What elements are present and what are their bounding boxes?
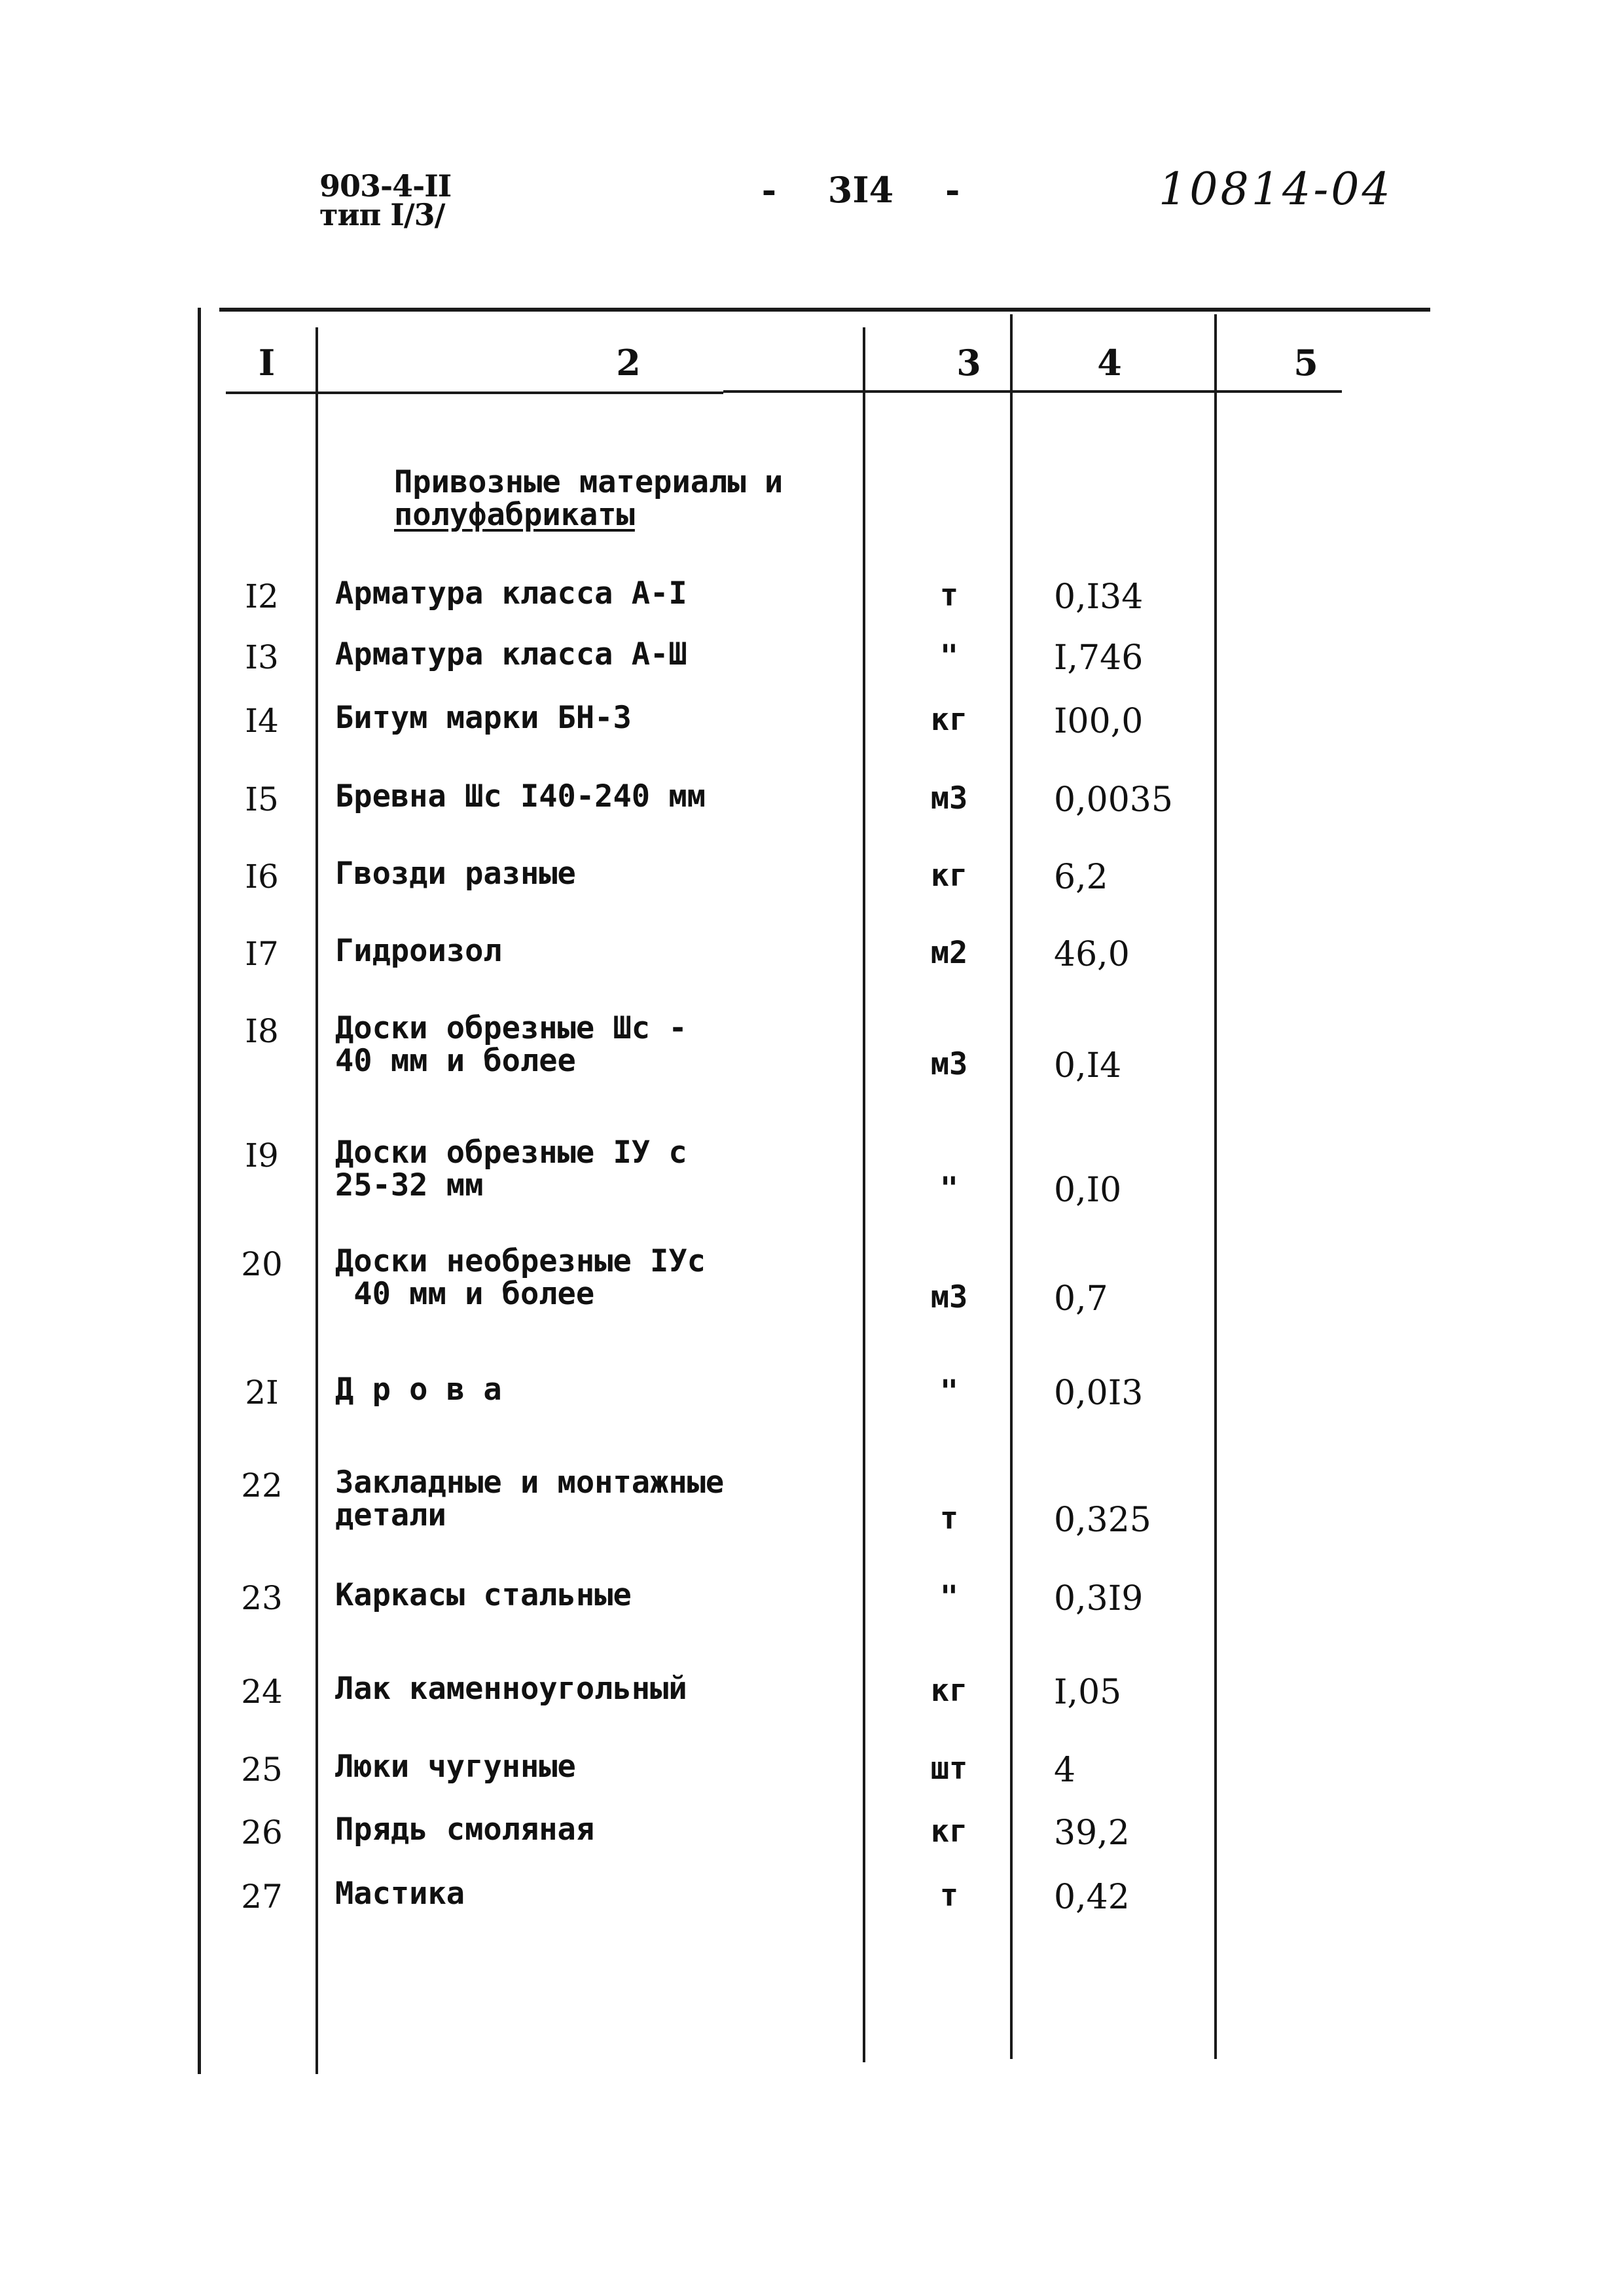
- material-name: Битум марки БН-3: [335, 700, 632, 736]
- row-number: I9: [245, 1137, 279, 1175]
- unit-of-measure: шт: [930, 1751, 968, 1787]
- row-number: 22: [241, 1467, 283, 1504]
- table-top-rule: [219, 308, 1430, 312]
- row-number: I8: [245, 1012, 279, 1050]
- column-divider-4-5: [1214, 314, 1217, 2059]
- row-number: 26: [241, 1813, 283, 1851]
- row-number: 24: [241, 1673, 283, 1711]
- quantity: I,05: [1054, 1673, 1122, 1712]
- document-code-line1: 903-4-II: [319, 168, 452, 204]
- column-number-5: 5: [1293, 342, 1318, 384]
- row-number: I4: [245, 702, 279, 740]
- table-left-border: [198, 308, 201, 2074]
- quantity: 0,3I9: [1054, 1579, 1144, 1618]
- quantity: 0,0I3: [1054, 1374, 1144, 1413]
- section-heading-line2: полуфабрикаты: [394, 497, 635, 533]
- column-number-1: I: [258, 342, 276, 384]
- column-number-3: 3: [956, 342, 981, 384]
- row-number: 25: [241, 1751, 283, 1789]
- unit-of-measure: кг: [930, 702, 968, 738]
- material-name: Лак каменноугольный: [335, 1671, 687, 1707]
- row-number: I5: [245, 780, 279, 818]
- material-name: Доски обрезные Шс - 40 мм и более: [335, 1010, 687, 1079]
- unit-of-measure: м2: [930, 935, 968, 971]
- inventory-number: 10814-04: [1159, 164, 1393, 215]
- material-name: Бревна Шс I40-240 мм: [335, 778, 706, 814]
- unit-of-measure: ": [939, 1171, 959, 1207]
- quantity: 0,I4: [1054, 1046, 1122, 1085]
- unit-of-measure: т: [939, 1878, 959, 1914]
- material-name: Гидроизол: [335, 933, 502, 969]
- column-divider-1-2: [316, 327, 318, 2074]
- quantity: 0,325: [1054, 1501, 1151, 1540]
- material-name: Доски обрезные IУ с 25-32 мм: [335, 1135, 687, 1203]
- column-number-2: 2: [616, 342, 641, 384]
- material-name: Люки чугунные: [335, 1749, 576, 1785]
- material-name: Д р о в а: [335, 1372, 502, 1408]
- quantity: 0,42: [1054, 1878, 1130, 1917]
- quantity: 46,0: [1054, 935, 1130, 974]
- unit-of-measure: м3: [930, 1046, 968, 1082]
- row-number: 20: [241, 1245, 283, 1283]
- material-name: Доски необрезные IУс 40 мм и более: [335, 1243, 706, 1312]
- unit-of-measure: ": [939, 1579, 959, 1615]
- document-code-line2: тип I/3/: [319, 197, 445, 232]
- column-number-4: 4: [1097, 342, 1122, 384]
- material-name: Закладные и монтажные детали: [335, 1465, 725, 1533]
- material-name: Каркасы стальные: [335, 1577, 632, 1613]
- quantity: 0,0035: [1054, 780, 1173, 820]
- row-number: I7: [245, 935, 279, 973]
- section-heading-line1: Привозные материалы и: [394, 464, 784, 500]
- quantity: 6,2: [1054, 858, 1108, 897]
- material-name: Прядь смоляная: [335, 1812, 595, 1848]
- quantity: 4: [1054, 1751, 1076, 1790]
- quantity: I,746: [1054, 638, 1144, 678]
- row-number: I3: [245, 638, 279, 676]
- material-name: Арматура класса А-Ш: [335, 636, 687, 672]
- unit-of-measure: м3: [930, 1279, 968, 1315]
- page-number: - 3I4 -: [761, 169, 960, 211]
- quantity: 39,2: [1054, 1813, 1130, 1853]
- material-name: Мастика: [335, 1876, 465, 1912]
- unit-of-measure: кг: [930, 858, 968, 894]
- header-bottom-rule-left: [226, 392, 723, 394]
- unit-of-measure: ": [939, 638, 959, 674]
- quantity: 0,7: [1054, 1279, 1108, 1319]
- unit-of-measure: кг: [930, 1673, 968, 1709]
- material-name: Гвозди разные: [335, 856, 576, 892]
- row-number: 27: [241, 1878, 283, 1916]
- row-number: 2I: [245, 1374, 279, 1412]
- quantity: 0,I34: [1054, 577, 1144, 617]
- material-name: Арматура класса А-I: [335, 575, 687, 611]
- document-code: [319, 168, 452, 232]
- unit-of-measure: т: [939, 1501, 959, 1537]
- unit-of-measure: м3: [930, 780, 968, 816]
- quantity: I00,0: [1054, 702, 1144, 741]
- unit-of-measure: т: [939, 577, 959, 613]
- section-heading: [394, 466, 783, 532]
- row-number: I2: [245, 577, 279, 615]
- unit-of-measure: ": [939, 1374, 959, 1410]
- quantity: 0,I0: [1054, 1171, 1122, 1210]
- unit-of-measure: кг: [930, 1813, 968, 1850]
- header-bottom-rule-right: [723, 390, 1342, 393]
- row-number: I6: [245, 858, 279, 896]
- row-number: 23: [241, 1579, 283, 1617]
